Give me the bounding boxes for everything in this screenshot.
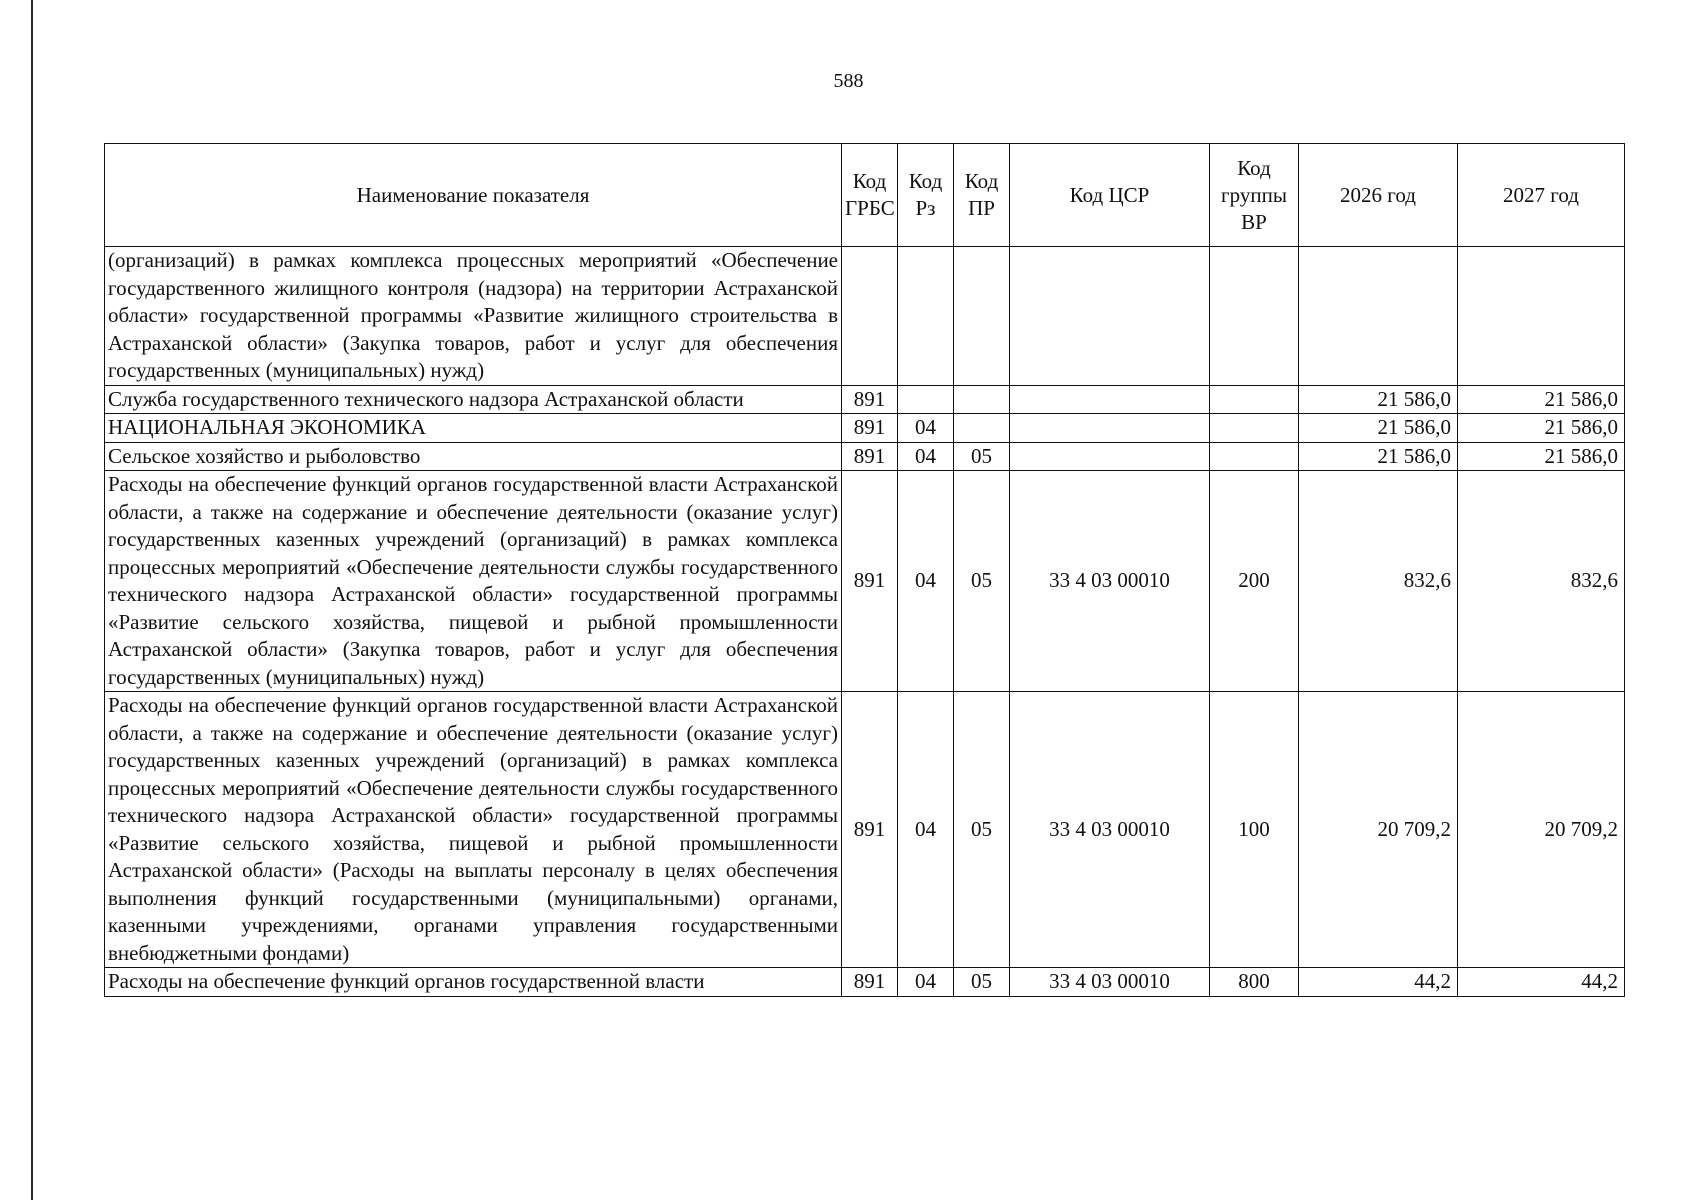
row-csr: 33 4 03 00010 [1010,692,1210,968]
row-2027: 832,6 [1458,471,1625,692]
row-vr [1210,385,1299,414]
row-grbs: 891 [842,385,898,414]
row-pr: 05 [954,471,1010,692]
row-grbs: 891 [842,442,898,471]
row-2027: 21 586,0 [1458,442,1625,471]
table-row [105,247,1625,386]
header-pr: Код ПР [954,144,1010,247]
row-grbs: 891 [842,414,898,443]
row-name: Расходы на обеспечение функций органов государственной власти Астраханской области, а также на содержание и обеспечение деятельности (оказание услуг) государственных казенных учреждений (организаций) в рамках комплекса процессных мероприятий «Обеспечение деятельности службы государственного технического надзора Астраханской области» государственной программы «Развитие сельского хозяйства, пищевой и рыбной промышленности Астраханской области» (Закупка товаров, работ и услуг для обеспечения государственных (муниципальных) нужд) [105,471,842,692]
row-vr: 100 [1210,692,1299,968]
header-csr: Код ЦСР [1010,144,1210,247]
budget-table [104,143,1625,997]
table-row [105,385,1625,414]
table-header-row [105,144,1625,247]
row-2026: 21 586,0 [1299,442,1458,471]
row-grbs: 891 [842,471,898,692]
page-number: 588 [833,70,864,92]
row-name: (организаций) в рамках комплекса процессных мероприятий «Обеспечение государственного жилищного контроля (надзора) на территории Астраханской области» государственной программы «Развитие жилищного строительства в Астраханской области» (Закупка товаров, работ и услуг для обеспечения государственных (муниципальных) нужд) [105,247,842,386]
row-rz: 04 [898,968,954,997]
header-rz: Код Рз [898,144,954,247]
row-vr [1210,442,1299,471]
row-rz [898,247,954,386]
row-pr: 05 [954,968,1010,997]
row-grbs [842,247,898,386]
row-csr: 33 4 03 00010 [1010,968,1210,997]
row-2027: 44,2 [1458,968,1625,997]
row-2027: 21 586,0 [1458,414,1625,443]
table-row [105,471,1625,692]
row-pr [954,385,1010,414]
row-rz: 04 [898,442,954,471]
row-2027 [1458,247,1625,386]
row-vr: 200 [1210,471,1299,692]
row-2027: 21 586,0 [1458,385,1625,414]
row-vr [1210,414,1299,443]
row-csr [1010,247,1210,386]
table-row [105,968,1625,997]
header-vr: Код группы ВР [1210,144,1299,247]
row-2027: 20 709,2 [1458,692,1625,968]
row-rz: 04 [898,414,954,443]
table-row [105,442,1625,471]
row-vr [1210,247,1299,386]
header-name: Наименование показателя [105,144,842,247]
row-2026 [1299,247,1458,386]
table-row [105,414,1625,443]
row-vr: 800 [1210,968,1299,997]
header-2027: 2027 год [1458,144,1625,247]
row-name: НАЦИОНАЛЬНАЯ ЭКОНОМИКА [105,414,842,443]
row-2026: 21 586,0 [1299,385,1458,414]
row-rz [898,385,954,414]
row-name: Расходы на обеспечение функций органов государственной власти [105,968,842,997]
row-pr [954,414,1010,443]
header-grbs: Код ГРБС [842,144,898,247]
row-name: Расходы на обеспечение функций органов государственной власти Астраханской области, а также на содержание и обеспечение деятельности (оказание услуг) государственных казенных учреждений (организаций) в рамках комплекса процессных мероприятий «Обеспечение деятельности службы государственного технического надзора Астраханской области» государственной программы «Развитие сельского хозяйства, пищевой и рыбной промышленности Астраханской области» (Расходы на выплаты персоналу в целях обеспечения выполнения функций государственными (муниципальными) органами, казенными учреждениями, органами управления государственными внебюджетными фондами) [105,692,842,968]
row-pr: 05 [954,692,1010,968]
row-2026: 21 586,0 [1299,414,1458,443]
row-csr [1010,385,1210,414]
scan-margin-line [31,0,33,1200]
row-pr: 05 [954,442,1010,471]
row-rz: 04 [898,471,954,692]
row-grbs: 891 [842,692,898,968]
row-2026: 44,2 [1299,968,1458,997]
row-grbs: 891 [842,968,898,997]
row-name: Служба государственного технического надзора Астраханской области [105,385,842,414]
row-rz: 04 [898,692,954,968]
row-csr [1010,414,1210,443]
row-2026: 20 709,2 [1299,692,1458,968]
row-csr [1010,442,1210,471]
row-2026: 832,6 [1299,471,1458,692]
row-csr: 33 4 03 00010 [1010,471,1210,692]
row-pr [954,247,1010,386]
header-2026: 2026 год [1299,144,1458,247]
row-name: Сельское хозяйство и рыболовство [105,442,842,471]
table-row [105,692,1625,968]
